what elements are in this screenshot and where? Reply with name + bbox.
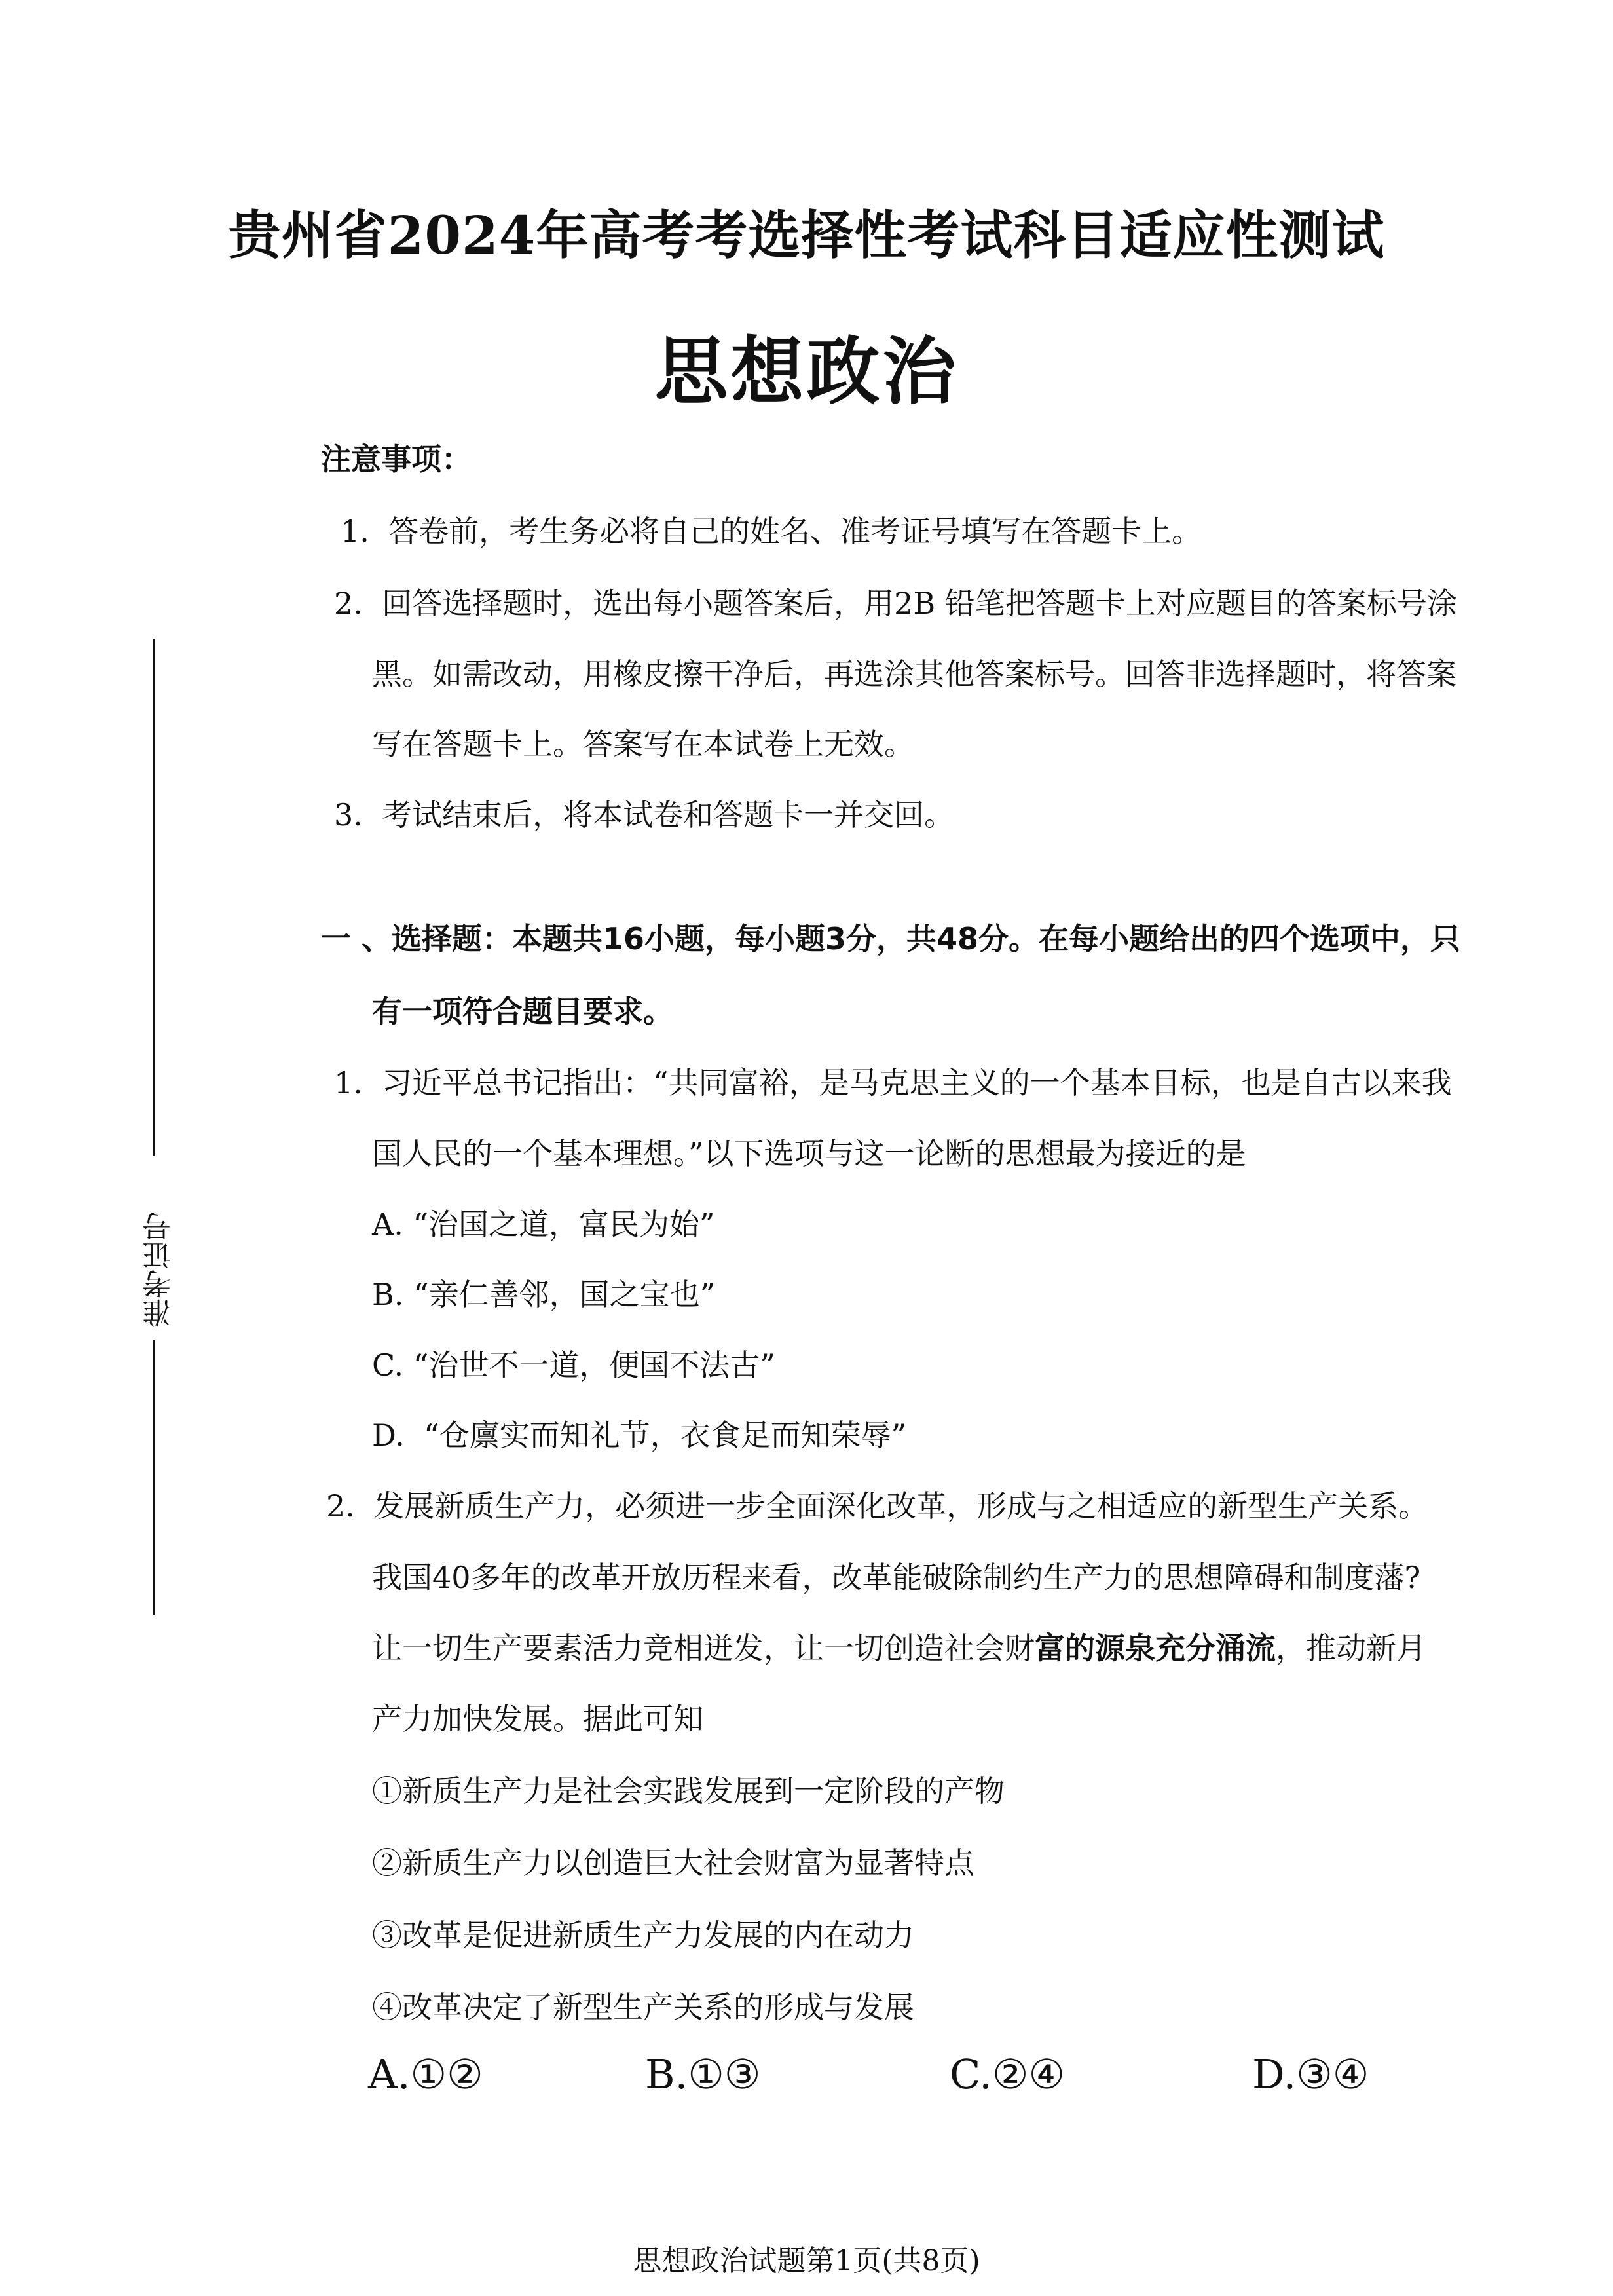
q2-statement-1: ①新质生产力是社会实践发展到一定阶段的产物 [372, 1773, 1005, 1809]
q2-answer-b: B.①③ [645, 2050, 761, 2098]
notice-item-2-line-2: 黑。如需改动，用橡皮擦干净后，再选涂其他答案标号。回答非选择题时，将答案 [372, 656, 1456, 692]
notice-item-2-line-3: 写在答题卡上。答案写在本试卷上无效。 [372, 726, 914, 762]
notice-item-text: 回答选择题时，选出每小题答案后，用2B 铅笔把答题卡上对应题目的答案标号涂 [382, 586, 1457, 621]
q1-option-b [372, 1271, 715, 1314]
option-text: “治世不一道，便国不法古” [413, 1347, 775, 1383]
question-text: 习近平总书记指出：“共同富裕，是马克思主义的一个基本目标，也是自古以来我 [382, 1065, 1452, 1101]
bold-phrase: 富的源泉充分涌流 [1035, 1630, 1276, 1666]
notice-heading: 注意事项： [321, 442, 472, 477]
sidebar-label: 准考证号 [143, 1212, 176, 1327]
option-label: D. [372, 1418, 405, 1453]
q1-option-a [372, 1201, 715, 1244]
q2-answer-c: C.②④ [950, 2050, 1066, 2098]
q1-option-d [372, 1412, 906, 1455]
q2-statement-3: ③改革是促进新质生产力发展的内在动力 [372, 1917, 914, 1953]
question-number: 1. [334, 1065, 363, 1101]
option-label: A. [372, 1207, 403, 1242]
notice-item-number: 1. [341, 514, 369, 549]
question-2-line-2: 我国40多年的改革开放历程来看，改革能破除制约生产力的思想障碍和制度藩? [372, 1560, 1421, 1595]
sidebar-line-top [153, 639, 155, 1156]
notice-item-number: 2. [334, 586, 363, 621]
question-1 [334, 1059, 1452, 1102]
option-text: “治国之道，富民为始” [413, 1207, 715, 1242]
question-1-line-2: 国人民的一个基本理想。”以下选项与这一论断的思想最为接近的是 [372, 1136, 1246, 1171]
q2-answer-a: A.①② [368, 2050, 483, 2098]
q2-answer-d: D.③④ [1252, 2050, 1369, 2098]
subject-title: 思想政治 [654, 329, 959, 415]
question-text: 发展新质生产力，必须进一步全面深化改革，形成与之相适应的新型生产关系。 [374, 1488, 1429, 1524]
sidebar-line-bottom [153, 1340, 155, 1615]
option-label: B. [372, 1277, 404, 1312]
question-number: 2. [326, 1488, 355, 1524]
notice-item-1 [341, 508, 1202, 551]
page-footer: 思想政治试题第1页(共8页) [633, 2244, 980, 2278]
notice-item-text: 答卷前，考生务必将自己的姓名、准考证号填写在答题卡上。 [388, 514, 1202, 549]
option-label: C. [372, 1347, 404, 1383]
option-text: “亲仁善邻，国之宝也” [413, 1277, 716, 1312]
section-heading-line-1: 一 、选择题：本题共16小题，每小题3分，共48分。在每小题给出的四个选项中，只 [321, 921, 1461, 956]
notice-item-text: 考试结束后，将本试卷和答题卡一并交回。 [382, 797, 955, 833]
notice-item-2 [334, 580, 1457, 623]
line-text: ，推动新月 [1276, 1630, 1426, 1666]
option-text: “仓廪实而知礼节，衣食足而知荣辱” [424, 1418, 907, 1453]
notice-item-number: 3. [334, 797, 363, 833]
exam-title: 贵州省2024年高考考选择性考试科目适应性测试 [228, 204, 1385, 266]
question-2-line-4: 产力加快发展。据此可知 [372, 1701, 703, 1737]
question-2-line-3 [372, 1625, 1426, 1668]
section-heading-line-2: 有一项符合题目要求。 [372, 994, 673, 1029]
q2-statement-4: ④改革决定了新型生产关系的形成与发展 [372, 1989, 914, 2025]
q1-option-c [372, 1342, 775, 1385]
q2-statement-2: ②新质生产力以创造巨大社会财富为显著特点 [372, 1845, 974, 1881]
line-text: 让一切生产要素活力竞相迸发，让一切创造社会财 [372, 1630, 1035, 1666]
question-2 [326, 1482, 1428, 1526]
notice-item-3 [334, 791, 954, 835]
